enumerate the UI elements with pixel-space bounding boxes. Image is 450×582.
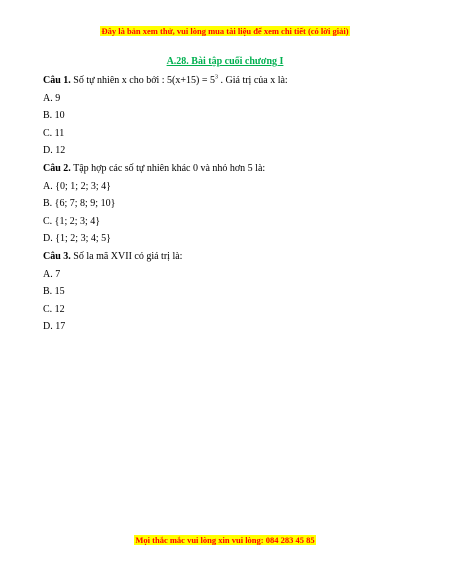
question-1-text: Số tự nhiên x cho bởi : 5(x+15) = 5: [70, 75, 215, 86]
question-2-option-d: D. {1; 2; 3; 4; 5}: [43, 233, 111, 245]
question-3-option-a: A. 7: [43, 268, 61, 280]
question-3-option-c: C. 12: [43, 303, 65, 315]
question-1-option-c: C. 11: [43, 127, 65, 139]
question-1-stem: [43, 74, 413, 92]
contact-banner: [0, 535, 450, 546]
question-2-stem: [43, 162, 413, 180]
question-3-option-b: B. 15: [43, 286, 65, 298]
question-3-stem: [43, 250, 413, 268]
question-2-label: Câu 2.: [43, 162, 71, 174]
question-1-option-b: B. 10: [43, 110, 65, 122]
preview-notice-banner: [0, 26, 450, 37]
question-2-text: Tập hợp các số tự nhiên khác 0 và nhỏ hơn 5 là:: [70, 162, 266, 174]
question-2-option-b: B. {6; 7; 8; 9; 10}: [43, 198, 116, 210]
question-1-label: Câu 1.: [43, 75, 71, 86]
preview-notice-text: Đây là bản xem thử, vui lòng mua tài liệu để xem chi tiết (có lời giải): [101, 26, 349, 36]
contact-text: Mọi thắc mắc vui lòng xin vui lòng: 084 283 45 85: [135, 535, 315, 545]
question-1-exponent: 3: [215, 74, 218, 81]
question-1-option-d: D. 12: [43, 145, 66, 157]
question-3-option-d: D. 17: [43, 321, 66, 333]
question-2-option-c: C. {1; 2; 3; 4}: [43, 215, 101, 227]
question-3-text: Số la mã XVII có giá trị là:: [70, 250, 183, 262]
page-title: A.28. Bài tập cuối chương I: [166, 56, 284, 67]
question-3-label: Câu 3.: [43, 250, 71, 262]
question-2-option-a: A. {0; 1; 2; 3; 4}: [43, 180, 111, 192]
question-list: [43, 74, 413, 338]
question-1-option-a: A. 9: [43, 92, 61, 104]
question-1-text-end: . Giá trị của x là:: [218, 75, 288, 86]
